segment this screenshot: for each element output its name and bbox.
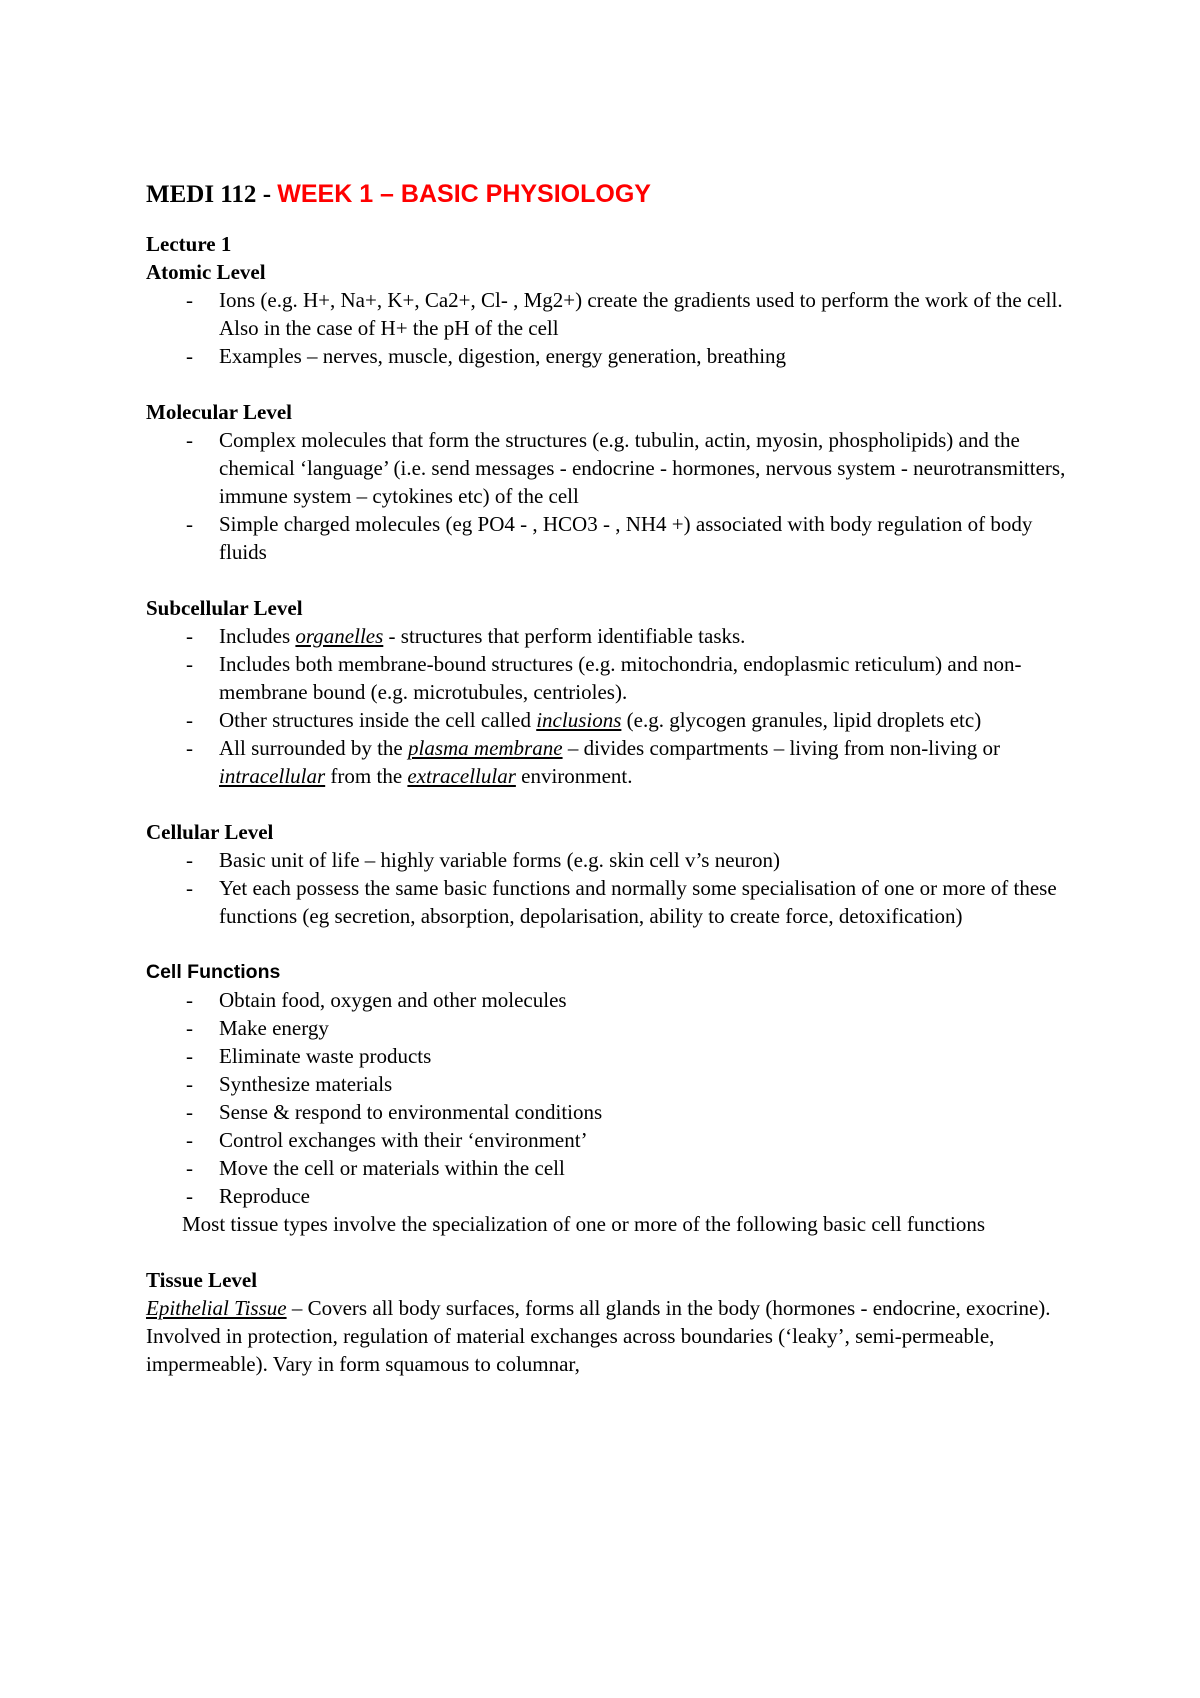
cellular-heading: Cellular Level: [146, 820, 274, 844]
section-subcellular: [146, 594, 1080, 790]
bullet-dash: -: [186, 1072, 193, 1096]
section-molecular: [146, 398, 1080, 566]
term-epithelial-tissue: Epithelial Tissue: [146, 1296, 287, 1320]
list-item: - Move the cell or materials within the cell: [186, 1156, 565, 1180]
list-item: - Ions (e.g. H+, Na+, K+, Ca2+, Cl- , Mg2+) create the gradients used to perform the work of the cell. Also in the case of H+ the pH of the cell: [186, 288, 1063, 340]
bullet-dash: -: [186, 1128, 193, 1152]
bullet-dash: -: [186, 624, 193, 648]
atomic-heading: Atomic Level: [146, 260, 266, 284]
bullet-dash: -: [186, 1044, 193, 1068]
list-item: - All surrounded by the plasma membrane – divides compartments – living from non-living or intracellular from the extracellular environment.: [186, 736, 1001, 788]
term-intracellular: intracellular: [219, 764, 326, 788]
section-atomic: [146, 230, 1080, 370]
section-cellular: [146, 818, 1080, 930]
bullet-dash: -: [186, 848, 193, 872]
list-item: - Complex molecules that form the structures (e.g. tubulin, actin, myosin, phospholipids) and the chemical ‘language’ (i.e. send messages - endocrine - hormones, nervous system - neurotransmitters, immune system – cytokines etc) of the cell: [186, 428, 1066, 508]
bullet-dash: -: [186, 428, 193, 452]
list-item: - Make energy: [186, 1016, 329, 1040]
cell-functions-note: Most tissue types involve the specialization of one or more of the following basic cell functions: [182, 1212, 986, 1236]
section-cell-functions: [146, 958, 1080, 1238]
title-separator: -: [256, 181, 278, 208]
bullet-dash: -: [186, 1100, 193, 1124]
cellular-list: [146, 846, 1080, 930]
subcellular-list: [146, 622, 1080, 790]
bullet-dash: -: [186, 344, 193, 368]
atomic-list: [146, 286, 1080, 370]
bullet-dash: -: [186, 1184, 193, 1208]
bullet-dash: -: [186, 652, 193, 676]
list-item: - Reproduce: [186, 1184, 310, 1208]
bullet-dash: -: [186, 988, 193, 1012]
subcellular-heading: Subcellular Level: [146, 596, 303, 620]
molecular-heading: Molecular Level: [146, 400, 292, 424]
document-title: [146, 177, 1080, 212]
list-item: - Basic unit of life – highly variable forms (e.g. skin cell v’s neuron): [186, 848, 781, 872]
molecular-list: [146, 426, 1080, 566]
bullet-dash: -: [186, 736, 193, 760]
list-item: - Yet each possess the same basic functions and normally some specialisation of one or more of these functions (eg secretion, absorption, depolarisation, ability to create force, detoxification): [186, 876, 1057, 928]
list-item: - Includes both membrane-bound structures (e.g. mitochondria, endoplasmic reticulum) and non-membrane bound (e.g. microtubules, centrioles).: [186, 652, 1022, 704]
course-code: MEDI 112: [146, 181, 257, 208]
tissue-paragraph: Epithelial Tissue – Covers all body surfaces, forms all glands in the body (hormones - endocrine, exocrine). Involved in protection, regulation of material exchanges across boundaries (‘leaky’, semi-permeable, impermeable). Vary in form squamous to columnar,: [146, 1296, 1051, 1376]
term-extracellular: extracellular: [407, 764, 516, 788]
section-tissue: [146, 1266, 1080, 1378]
list-item: - Obtain food, oxygen and other molecules: [186, 988, 567, 1012]
bullet-dash: -: [186, 1016, 193, 1040]
list-item: - Eliminate waste products: [186, 1044, 432, 1068]
list-item: - Includes organelles - structures that perform identifiable tasks.: [186, 624, 746, 648]
cell-functions-list: [146, 986, 1080, 1210]
bullet-dash: -: [186, 708, 193, 732]
list-item: - Control exchanges with their ‘environment’: [186, 1128, 588, 1152]
list-item: - Other structures inside the cell called inclusions (e.g. glycogen granules, lipid droplets etc): [186, 708, 982, 732]
list-item: - Simple charged molecules (eg PO4 - , HCO3 - , NH4 +) associated with body regulation of body fluids: [186, 512, 1033, 564]
term-plasma-membrane: plasma membrane: [407, 736, 563, 760]
bullet-dash: -: [186, 512, 193, 536]
tissue-heading: Tissue Level: [146, 1268, 258, 1292]
bullet-dash: -: [186, 1156, 193, 1180]
list-item: - Synthesize materials: [186, 1072, 393, 1096]
term-inclusions: inclusions: [536, 708, 622, 732]
list-item: - Examples – nerves, muscle, digestion, energy generation, breathing: [186, 344, 787, 368]
cell-functions-heading: Cell Functions: [146, 961, 281, 983]
title-week: WEEK 1 – BASIC PHYSIOLOGY: [277, 180, 651, 208]
lecture-heading: Lecture 1: [146, 232, 232, 256]
bullet-dash: -: [186, 288, 193, 312]
bullet-dash: -: [186, 876, 193, 900]
term-organelles: organelles: [295, 624, 384, 648]
list-item: - Sense & respond to environmental conditions: [186, 1100, 603, 1124]
